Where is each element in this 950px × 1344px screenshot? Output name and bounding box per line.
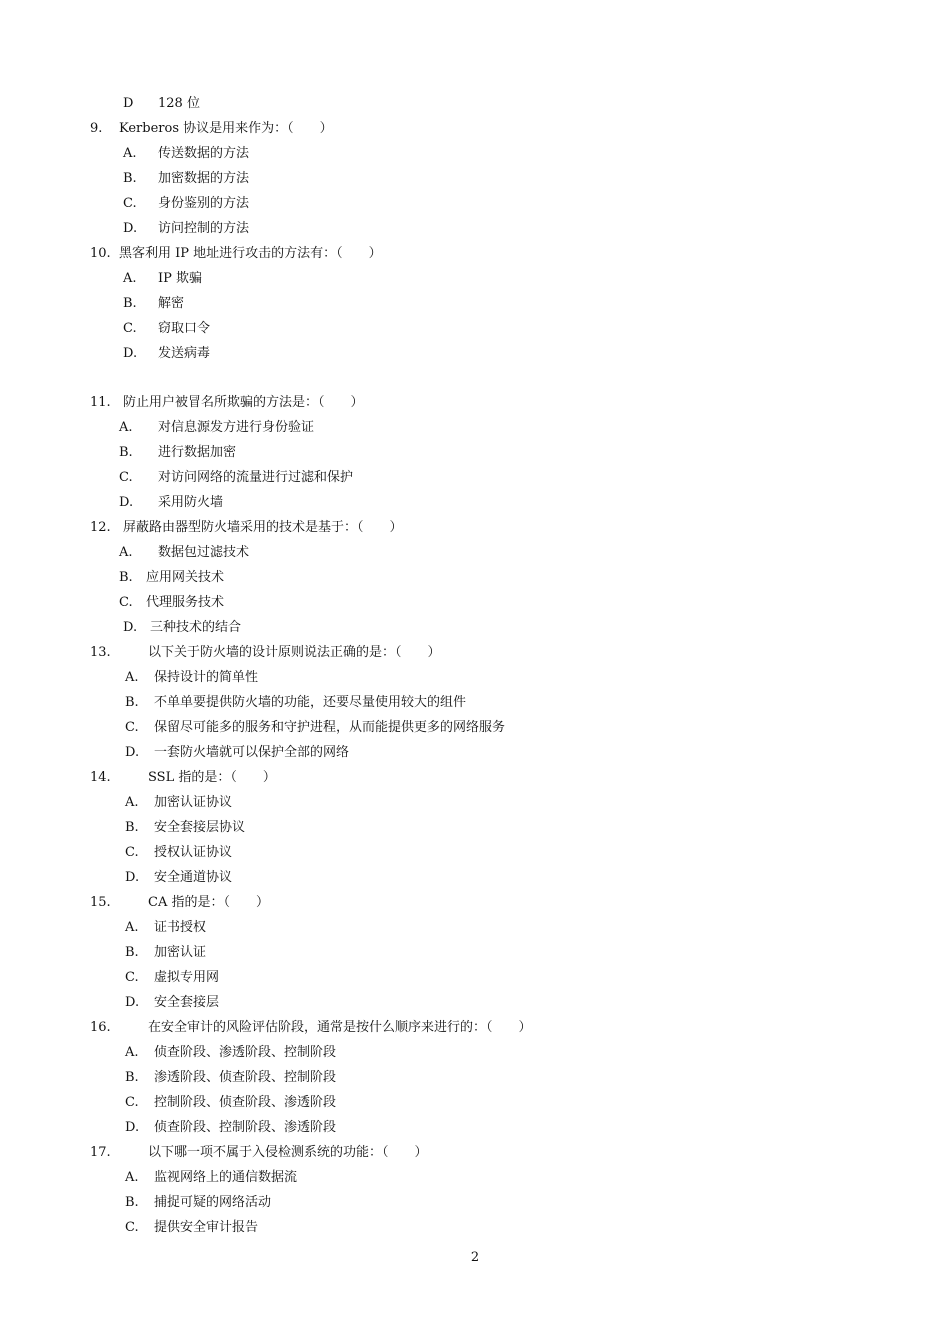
answer-option	[0, 918, 950, 938]
option-text: 加密认证协议	[154, 795, 233, 810]
question-text: Kerberos 协议是用来作为：（ ）	[119, 121, 333, 136]
question-text: 防止用户被冒名所欺骗的方法是：（ ）	[123, 395, 364, 410]
question-stem	[0, 1143, 950, 1163]
option-text: 保持设计的简单性	[154, 670, 259, 685]
question-number: 16.	[90, 1020, 111, 1035]
option-text: 安全套接层协议	[154, 820, 246, 835]
option-label: C.	[119, 595, 133, 610]
question-text: 以下关于防火墙的设计原则说法正确的是：（ ）	[148, 645, 441, 660]
answer-option	[0, 618, 950, 638]
question-stem	[0, 119, 950, 139]
answer-option	[0, 843, 950, 863]
option-label: B.	[125, 1070, 139, 1085]
question-stem	[0, 893, 950, 913]
option-text: 窃取口令	[158, 321, 211, 336]
option-text: 虚拟专用网	[154, 970, 220, 985]
question-number: 13.	[90, 645, 111, 660]
option-label: B.	[123, 171, 137, 186]
option-label: C.	[125, 1095, 139, 1110]
answer-option	[0, 668, 950, 688]
question-text: 以下哪一项不属于入侵检测系统的功能：（ ）	[148, 1145, 428, 1160]
option-label: C.	[125, 720, 139, 735]
answer-option	[0, 793, 950, 813]
answer-option	[0, 693, 950, 713]
option-text: 身份鉴别的方法	[158, 196, 250, 211]
answer-option	[0, 144, 950, 164]
question-text: SSL 指的是：（ ）	[148, 770, 276, 785]
option-text: 数据包过滤技术	[158, 545, 250, 560]
option-text: 安全套接层	[154, 995, 220, 1010]
option-text: 对访问网络的流量进行过滤和保护	[158, 470, 354, 485]
option-text: 加密认证	[154, 945, 207, 960]
question-number: 14.	[90, 770, 111, 785]
question-stem	[0, 768, 950, 788]
option-label: B.	[125, 820, 139, 835]
option-label: D.	[125, 870, 140, 885]
answer-option	[0, 219, 950, 239]
option-label: B.	[125, 945, 139, 960]
option-label: C.	[119, 470, 133, 485]
option-label: D.	[123, 346, 138, 361]
answer-option	[0, 319, 950, 339]
option-text: 解密	[158, 296, 185, 311]
option-text: 三种技术的结合	[150, 620, 242, 635]
option-text: 发送病毒	[158, 346, 211, 361]
answer-option	[0, 493, 950, 513]
option-label: B.	[125, 1195, 139, 1210]
answer-option	[0, 94, 950, 114]
answer-option	[0, 968, 950, 988]
option-text: 代理服务技术	[146, 595, 225, 610]
option-text: 保留尽可能多的服务和守护进程，从而能提供更多的网络服务	[154, 720, 506, 735]
question-text: 屏蔽路由器型防火墙采用的技术是基于：（ ）	[123, 520, 403, 535]
question-number: 9.	[90, 121, 103, 136]
option-label: A.	[125, 1045, 139, 1060]
answer-option	[0, 868, 950, 888]
option-text: 监视网络上的通信数据流	[154, 1170, 298, 1185]
option-text: 一套防火墙就可以保护全部的网络	[154, 745, 350, 760]
answer-option	[0, 443, 950, 463]
answer-option	[0, 743, 950, 763]
answer-option	[0, 169, 950, 189]
option-label: A.	[123, 146, 137, 161]
option-text: 渗透阶段、侦查阶段、控制阶段	[154, 1070, 337, 1085]
option-text: 提供安全审计报告	[154, 1220, 259, 1235]
option-text: 捕捉可疑的网络活动	[154, 1195, 272, 1210]
answer-option	[0, 593, 950, 613]
option-label: D.	[119, 495, 134, 510]
option-label: D.	[123, 620, 138, 635]
answer-option	[0, 294, 950, 314]
option-text: 访问控制的方法	[158, 221, 250, 236]
option-label: A.	[123, 271, 137, 286]
answer-option	[0, 1193, 950, 1213]
option-label: A.	[119, 420, 133, 435]
question-number: 17.	[90, 1145, 111, 1160]
option-text: 不单单要提供防火墙的功能，还要尽量使用较大的组件	[154, 695, 467, 710]
question-stem	[0, 643, 950, 663]
option-text: 证书授权	[154, 920, 207, 935]
answer-option	[0, 543, 950, 563]
option-label: D.	[123, 221, 138, 236]
answer-option	[0, 269, 950, 289]
option-text: 侦查阶段、渗透阶段、控制阶段	[154, 1045, 337, 1060]
question-text: 黑客利用 IP 地址进行攻击的方法有：（ ）	[119, 246, 382, 261]
option-label: B.	[125, 695, 139, 710]
option-label: B.	[119, 445, 133, 460]
option-label: C.	[125, 845, 139, 860]
option-label: C.	[123, 196, 137, 211]
option-label: A.	[125, 670, 139, 685]
question-number: 11.	[90, 395, 111, 410]
option-text: 加密数据的方法	[158, 171, 250, 186]
question-number: 10.	[90, 246, 111, 261]
option-label: A.	[125, 1170, 139, 1185]
option-text: 安全通道协议	[154, 870, 233, 885]
question-text: CA 指的是：（ ）	[148, 895, 269, 910]
answer-option	[0, 468, 950, 488]
answer-option	[0, 1093, 950, 1113]
option-label: C.	[125, 1220, 139, 1235]
answer-option	[0, 344, 950, 364]
answer-option	[0, 993, 950, 1013]
option-label: A.	[125, 920, 139, 935]
option-text: 对信息源发方进行身份验证	[158, 420, 315, 435]
answer-option	[0, 1043, 950, 1063]
answer-option	[0, 943, 950, 963]
option-text: 应用网关技术	[146, 570, 225, 585]
option-text: 采用防火墙	[158, 495, 224, 510]
option-text: 授权认证协议	[154, 845, 233, 860]
option-text: 侦查阶段、控制阶段、渗透阶段	[154, 1120, 337, 1135]
answer-option	[0, 1068, 950, 1088]
answer-option	[0, 568, 950, 588]
answer-option	[0, 1118, 950, 1138]
question-stem	[0, 244, 950, 264]
answer-option	[0, 194, 950, 214]
answer-option	[0, 418, 950, 438]
question-stem	[0, 518, 950, 538]
answer-option	[0, 818, 950, 838]
answer-option	[0, 1168, 950, 1188]
question-number: 12.	[90, 520, 111, 535]
option-label: C.	[123, 321, 137, 336]
option-label: B.	[119, 570, 133, 585]
question-text: 在安全审计的风险评估阶段，通常是按什么顺序来进行的：（ ）	[148, 1020, 532, 1035]
option-label: C.	[125, 970, 139, 985]
option-text: 进行数据加密	[158, 445, 237, 460]
option-label: D.	[125, 745, 140, 760]
option-text: IP 欺骗	[158, 271, 203, 286]
option-text: 控制阶段、侦查阶段、渗透阶段	[154, 1095, 337, 1110]
answer-option	[0, 718, 950, 738]
question-number: 15.	[90, 895, 111, 910]
option-text: 128 位	[158, 96, 200, 111]
question-stem	[0, 1018, 950, 1038]
option-label: D	[123, 96, 134, 111]
question-stem	[0, 393, 950, 413]
option-label: D.	[125, 995, 140, 1010]
option-label: B.	[123, 296, 137, 311]
option-label: A.	[119, 545, 133, 560]
answer-option	[0, 1218, 950, 1238]
page-number: 2	[470, 1250, 480, 1265]
option-label: D.	[125, 1120, 140, 1135]
option-label: A.	[125, 795, 139, 810]
option-text: 传送数据的方法	[158, 146, 250, 161]
